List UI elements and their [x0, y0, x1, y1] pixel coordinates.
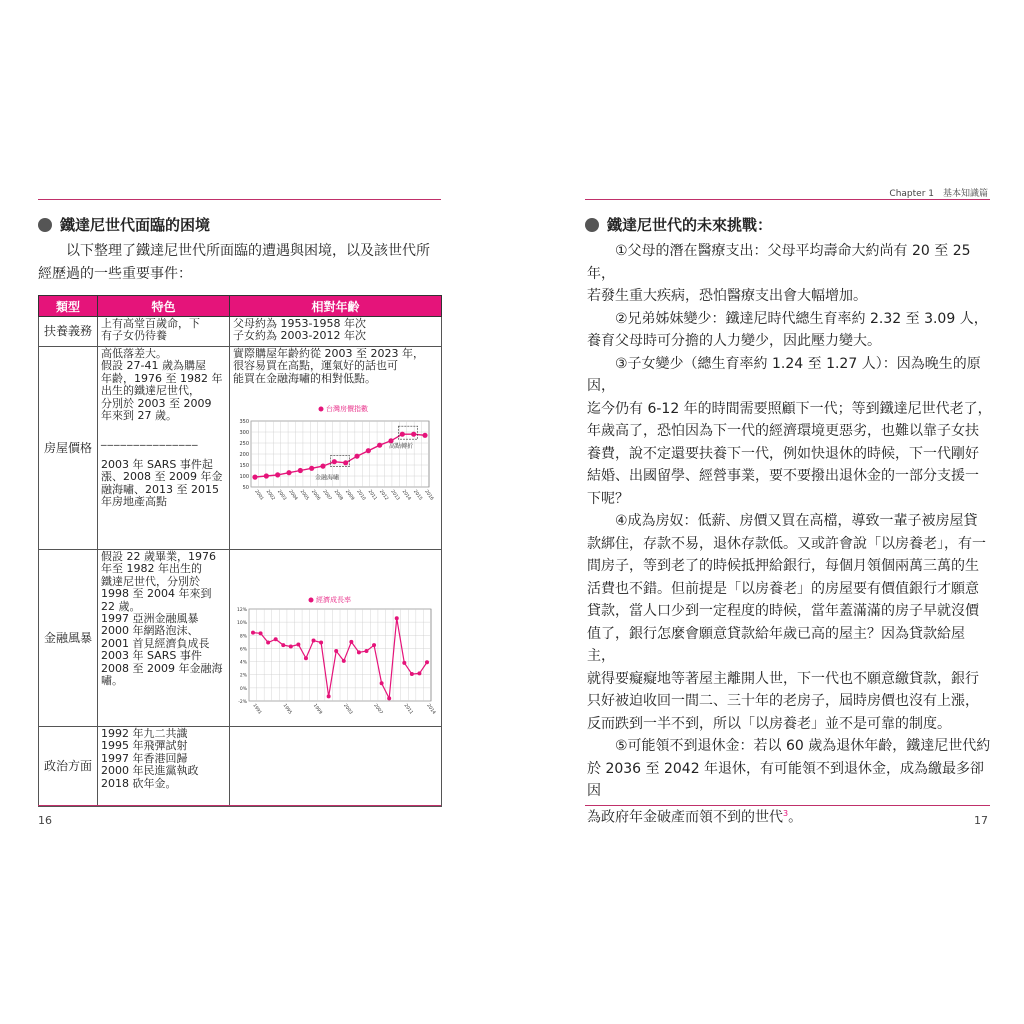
x-tick-label: 2008 — [332, 489, 344, 502]
y-tick-label: 250 — [239, 441, 249, 448]
right-body: ①父母的潛在醫療支出：父母平均壽命大約尚有 20 至 25 年， 若發生重大疾病，恐怕醫療支出會大幅增加。 ②兄弟姊妹變少：鐵達尼時代總生育率約 2.32 至 3.09 人， 養育父母時可分擔的人力變少，因此壓力變大。 ③子女變少（總生育率約 1.24 至 1.27 人）：因為晚生的原因， 迄今仍有 6-12 年的時間需要照顧下一代；等到鐵達尼世代老了， 年歲高了，恐怕因為下一代的經濟環境更惡劣，也難以靠子女扶 養費，說不定還要扶養下一代，例如快退休的時候，下一代剛好 結婚、出國留學、經營事業，要不要撥出退休金的一部分支援一 下呢？ ④成為房奴：低薪、房價又買在高檔，導致一輩子被房屋貸 款綁住，存款不易，退休存款低。又或許會說「以房養老」，有一 間房子，等到老了的時候抵押給銀行，每個月領個兩萬三萬的生 活費也不錯。但前提是「以房養老」的房屋要有價值銀行才願意 貸款，當人口少到一定程度的時候，當年蓋滿滿的房子早就沒價 值了，銀行怎麼會願意貸款給年歲已高的屋主？因為貸款給屋主， 就得要癡癡地等著屋主離開人世，下一代也不願意繳貸款，銀行 只好被迫收回一間二、三十年的老房子，屆時房價也沒有上漲， 反而跌到一半不到，所以「以房養老」並不是可靠的制度。 ⑤可能領不到退休金：若以 60 歲為退休年齡，鐵達尼世代約 於 2036 至 2042 年退休，有可能領不到退休金，成為繳最多卻因 為政府年金破產而領不到的世代$^3$。 — [587, 243, 992, 826]
data-point — [264, 474, 269, 479]
generation-table — [38, 295, 442, 807]
x-tick-label: 2001 — [253, 489, 265, 502]
dashed-separator: _______________ — [101, 433, 199, 447]
x-tick-label: 2013 — [389, 489, 401, 502]
data-point — [289, 644, 293, 648]
x-tick-label: 2003 — [342, 703, 353, 716]
data-point — [425, 660, 429, 664]
y-tick-label: 150 — [239, 463, 249, 470]
annotation-label: 高點轉折 — [389, 443, 414, 451]
data-point — [400, 432, 405, 437]
x-tick-label: 2006 — [310, 489, 321, 502]
y-tick-label: 200 — [239, 452, 249, 459]
table-category: 金融風暴 — [39, 550, 98, 727]
data-point — [327, 694, 331, 698]
data-point — [296, 642, 300, 646]
table-row — [39, 317, 442, 347]
x-tick-label: 2011 — [366, 489, 378, 502]
x-tick-label: 2004 — [287, 489, 299, 502]
data-point — [252, 475, 257, 480]
data-point — [274, 637, 278, 641]
data-point — [387, 696, 391, 700]
data-point — [266, 641, 270, 645]
y-tick-label: 4% — [239, 660, 247, 666]
left-bottom-rule — [38, 805, 441, 806]
data-point — [334, 649, 338, 653]
right-bottom-rule — [585, 805, 990, 806]
data-point — [343, 460, 348, 465]
x-tick-label: 2015 — [412, 489, 423, 502]
data-point — [312, 639, 316, 643]
x-tick-label: 2009 — [344, 489, 355, 502]
x-tick-label: 2007 — [321, 489, 333, 502]
table-age — [230, 727, 442, 807]
left-intro: 以下整理了鐵達尼世代所面臨的遭遇與困境，以及該世代所 經歷過的一些重要事件： — [38, 243, 430, 282]
x-tick-label: 2014 — [425, 703, 437, 716]
table-header: 特色 — [98, 296, 230, 317]
data-point — [354, 454, 359, 459]
x-tick-label: 1995 — [281, 703, 293, 716]
chapter-header: Chapter 1 基本知識篇 — [889, 189, 988, 199]
y-tick-label: 6% — [239, 647, 247, 653]
right-top-rule — [585, 199, 990, 200]
footnote-marker: 3 — [783, 808, 789, 818]
x-tick-label: 2005 — [298, 489, 310, 502]
data-point — [377, 443, 382, 448]
right-section-title: 鐵達尼世代的未來挑戰： — [585, 214, 772, 235]
table-row — [39, 727, 442, 807]
table-row — [39, 347, 442, 550]
y-tick-label: 350 — [239, 419, 249, 426]
x-tick-label: 2003 — [276, 489, 287, 502]
x-tick-label: 2010 — [355, 489, 367, 502]
x-tick-label: 2007 — [372, 703, 384, 716]
y-tick-label: -2% — [238, 700, 247, 705]
table-row — [39, 550, 442, 727]
y-tick-label: 50 — [242, 485, 249, 492]
chart-title: 經濟成長率 — [316, 596, 351, 604]
x-tick-label: 2012 — [378, 489, 389, 502]
table-features: 假設 22 歲畢業，1976 年至 1982 年出生的 鐵達尼世代，分別於 1998 至 2004 年來到 22 歲。 1997 亞洲金融風暴 2000 年網路泡沫、 2001 首見經濟負成長 2003 年 SARS 事件 2008 至 2009 年金融海 嘯。 — [98, 550, 230, 727]
table-age — [230, 550, 442, 727]
table-category: 房屋價格 — [39, 347, 98, 550]
data-point — [349, 640, 353, 644]
bullet-dot-icon — [38, 218, 52, 232]
x-tick-label: 1991 — [251, 703, 263, 716]
legend-dot — [319, 407, 324, 412]
data-point — [411, 432, 416, 437]
data-point — [286, 470, 291, 475]
data-point — [275, 473, 280, 478]
data-point — [342, 659, 346, 663]
data-point — [251, 631, 255, 635]
page-number-left: 16 — [38, 814, 52, 827]
y-tick-label: 8% — [239, 634, 247, 640]
left-top-rule — [38, 199, 441, 200]
housing-price-chart — [233, 403, 437, 523]
y-tick-label: 300 — [239, 430, 249, 437]
x-tick-label: 2014 — [400, 489, 412, 502]
legend-dot — [309, 598, 314, 603]
table-header: 相對年齡 — [230, 296, 442, 317]
data-point — [332, 459, 337, 464]
data-point — [357, 650, 361, 654]
page-number-right: 17 — [974, 814, 988, 827]
data-point — [417, 671, 421, 675]
bullet-dot-icon — [585, 218, 599, 232]
x-tick-label: 2011 — [402, 703, 414, 716]
table-header: 類型 — [39, 296, 98, 317]
data-point — [304, 656, 308, 660]
data-point — [410, 672, 414, 676]
data-point — [372, 643, 376, 647]
table-age: 父母約為 1953-1958 年次 子女約為 2003-2012 年次 — [230, 317, 442, 347]
y-tick-label: 0% — [239, 686, 247, 692]
x-tick-label: 2016 — [423, 489, 435, 502]
data-point — [422, 433, 427, 438]
data-point — [281, 643, 285, 647]
left-section-title: 鐵達尼世代面臨的困境 — [38, 214, 210, 235]
table-features: 1992 年九二共識 1995 年飛彈試射 1997 年香港回歸 2000 年民進黨執政 2018 砍年金。 — [98, 727, 230, 807]
table-category: 政治方面 — [39, 727, 98, 807]
data-point — [309, 466, 314, 471]
data-point — [259, 631, 263, 635]
y-tick-label: 2% — [239, 673, 247, 679]
data-point — [364, 649, 368, 653]
data-point — [319, 641, 323, 645]
table-category: 扶養義務 — [39, 317, 98, 347]
y-tick-label: 12% — [236, 608, 247, 613]
data-point — [380, 681, 384, 685]
annotation-label: 金融海嘯 — [315, 474, 340, 482]
data-point — [395, 616, 399, 620]
table-features: 上有高堂百歲命，下 有子女仍待養 — [98, 317, 230, 347]
data-point — [320, 464, 325, 469]
y-tick-label: 100 — [239, 474, 249, 481]
x-tick-label: 1999 — [311, 703, 323, 716]
chart-title: 台灣房價指數 — [326, 405, 368, 414]
table-age: 實際購屋年齡約從 2003 至 2023 年， 很容易買在高點，運氣好的話也可 能買在金融海嘯的相對低點。 350 300 250 200 150 100 50 2001 2002 2003 2004 2005 2006 2007 2008 2009 2010 2011 2012 2013 2014 2015 2016 台灣房價指數 金融海嘯 高點轉折 — [230, 347, 442, 550]
table-header-row — [39, 296, 442, 317]
y-tick-label: 10% — [236, 621, 247, 627]
x-tick-label: 2002 — [264, 489, 276, 502]
economic-growth-chart — [233, 595, 437, 725]
table-features: 高低落差大。 假設 27-41 歲為購屋 年齡，1976 至 1982 年 出生的鐵達尼世代， 分別於 2003 至 2009 年來到 27 歲。 _______________ 2003 年 SARS 事件起 漲、2008 至 2009 年金 融海嘯、2013 至 2015 年房地產高點 — [98, 347, 230, 550]
data-point — [298, 468, 303, 473]
data-point — [402, 661, 406, 665]
data-point — [366, 448, 371, 453]
